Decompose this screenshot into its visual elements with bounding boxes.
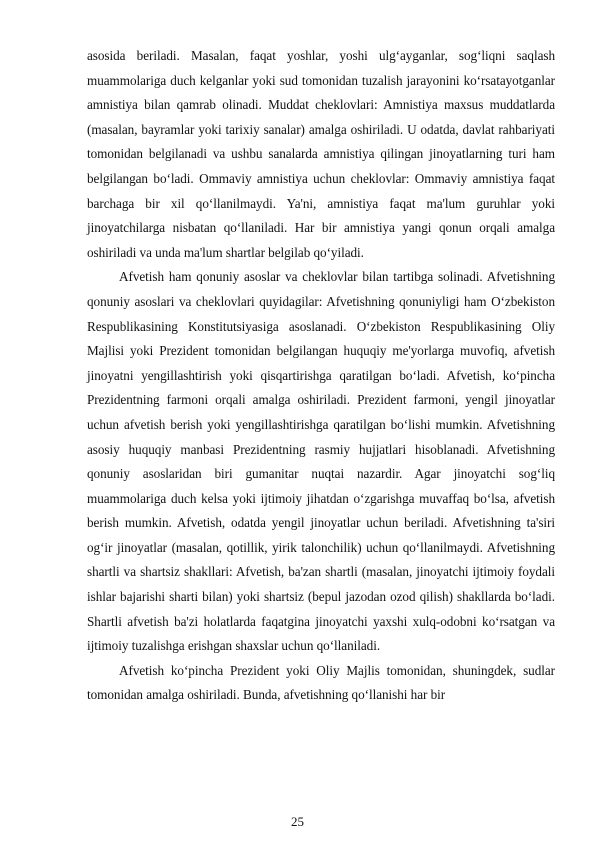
paragraph-3: Afvetish ko‘pincha Prezident yoki Oliy Majlis tomonidan, shuningdek, sudlar tomonidan amalga oshiriladi. Bunda, afvetishning qo‘llanishi har bir [87,662,555,703]
paragraph-1: asosida beriladi. Masalan, faqat yoshlar, yoshi ulg‘ayganlar, sog‘liqni saqlash muammolariga duch kelganlar yoki sud tomonidan tuzalish jarayonini ko‘rsatayotganlar amnistiya bilan qamrab olinadi. Muddat cheklovlari: Amnistiya maxsus muddatlarda (masalan, bayramlar yoki tarixiy sanalar) amalga oshiriladi. U odatda, davlat rahbariyati tomonidan belgilanadi va ushbu sanalarda amnistiya qilingan jinoyatlarning turi ham belgilangan bo‘ladi. Ommaviy amnistiya uchun cheklovlar: Ommaviy amnistiya faqat barchaga bir xil qo‘llanilmaydi. Ya'ni, amnistiya faqat ma'lum guruhlar yoki jinoyatchilarga nisbatan qo‘llaniladi. Har bir amnistiya yangi qonun orqali amalga oshiriladi va unda ma'lum shartlar belgilab qo‘yiladi. [87,48,555,260]
page-number: 25 [291,814,304,829]
paragraph-2: Afvetish ham qonuniy asoslar va cheklovlar bilan tartibga solinadi. Afvetishning qonuniy asoslari va cheklovlari quyidagilar: Afvetishning qonuniyligi ham O‘zbekiston Respublikasining Konstitutsiyasiga asoslanadi. O‘zbekiston Respublikasining Oliy Majlisi yoki Prezident tomonidan belgilangan huquqiy me'yorlarga muvofiq, afvetish jinoyatni yengillashtirish yoki qisqartirishga qaratilgan bo‘ladi. Afvetish, ko‘pincha Prezidentning farmoni orqali amalga oshiriladi. Prezident farmoni, yengil jinoyatlar uchun afvetish berish yoki yengillashtirishga qaratilgan bo‘lishi mumkin. Afvetishning asosiy huquqiy manbasi Prezidentning rasmiy hujjatlari hisoblanadi. Afvetishning qonuniy asoslaridan biri gumanitar nuqtai nazardir. Agar jinoyatchi sog‘liq muammolariga duch kelsa yoki ijtimoiy jihatdan o‘zgarishga muvaffaq bo‘lsa, afvetish berish mumkin. Afvetish, odatda yengil jinoyatlar uchun beriladi. Afvetishning ta'siri og‘ir jinoyatlar (masalan, qotillik, yirik talonchilik) uchun qo‘llanilmaydi. Afvetishning shartli va shartsiz shakllari: Afvetish, ba'zan shartli (masalan, jinoyatchi ijtimoiy foydali ishlar bajarishi sharti bilan) yoki shartsiz (bepul jazodan ozod qilish) shakllarda bo‘ladi. Shartli afvetish ba'zi holatlarda faqatgina jinoyatchi yaxshi xulq-odobni ko‘rsatgan va ijtimoiy tuzalishga erishgan shaxslar uchun qo‘llaniladi. [87,269,555,654]
document-body [87,44,555,708]
